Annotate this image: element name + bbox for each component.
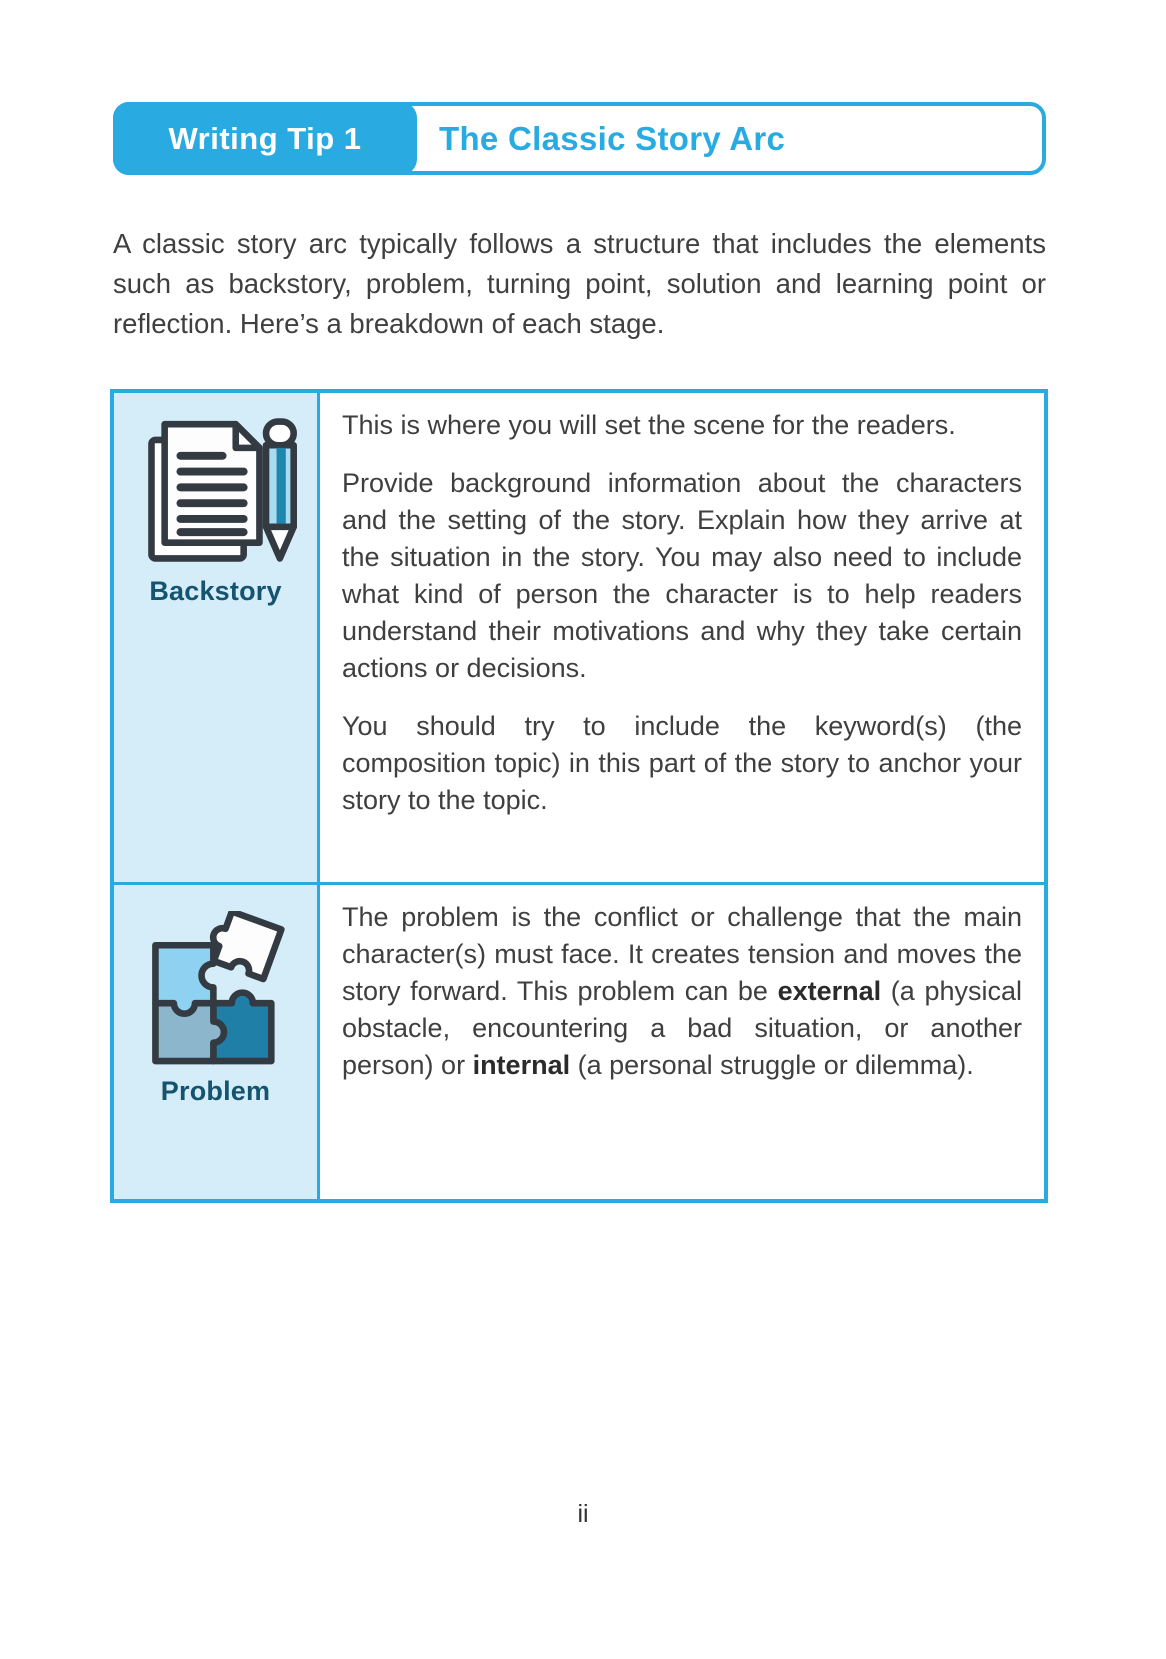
problem-text-cell [320,885,1044,1199]
backstory-paragraph-3: You should try to include the keyword(s) (the composition topic) in this part of the story to anchor your story to the topic. [342,711,1022,815]
writing-tip-badge-label: Writing Tip 1 [168,120,362,156]
problem-label: Problem [160,1076,271,1106]
story-arc-table [110,389,1048,1203]
backstory-text-cell [320,393,1044,885]
backstory-icon-cell [114,393,320,885]
page-title: The Classic Story Arc [439,119,786,157]
backstory-label: Backstory [149,576,282,606]
page-number: ii [577,1500,589,1528]
intro-paragraph: A classic story arc typically follows a structure that includes the elements such as backstory, problem, turning point, solution and learning point or reflection. Here’s a breakdown of each stage. [113,227,1046,339]
backstory-paragraph-2: Provide background information about the characters and the setting of the story. Explain how they arrive at the situation in the story. You may also need to include what kind of person the character is to help readers understand their motivations and why they take certain actions or decisions. [342,468,1022,683]
writing-tip-badge [113,102,417,175]
problem-paragraph: The problem is the conflict or challenge that the main character(s) must face. It creates tension and moves the story forward. This problem can be external (a physical obstacle, encountering a bad situation, or another person) or internal (a personal struggle or dilemma). [342,902,1022,1080]
problem-icon-cell [114,885,320,1199]
writing-tip-header [113,102,1046,175]
puzzle-icon [137,911,295,1074]
backstory-paragraph-1: This is where you will set the scene for the readers. [342,410,956,440]
document-pencil-icon [130,411,302,574]
